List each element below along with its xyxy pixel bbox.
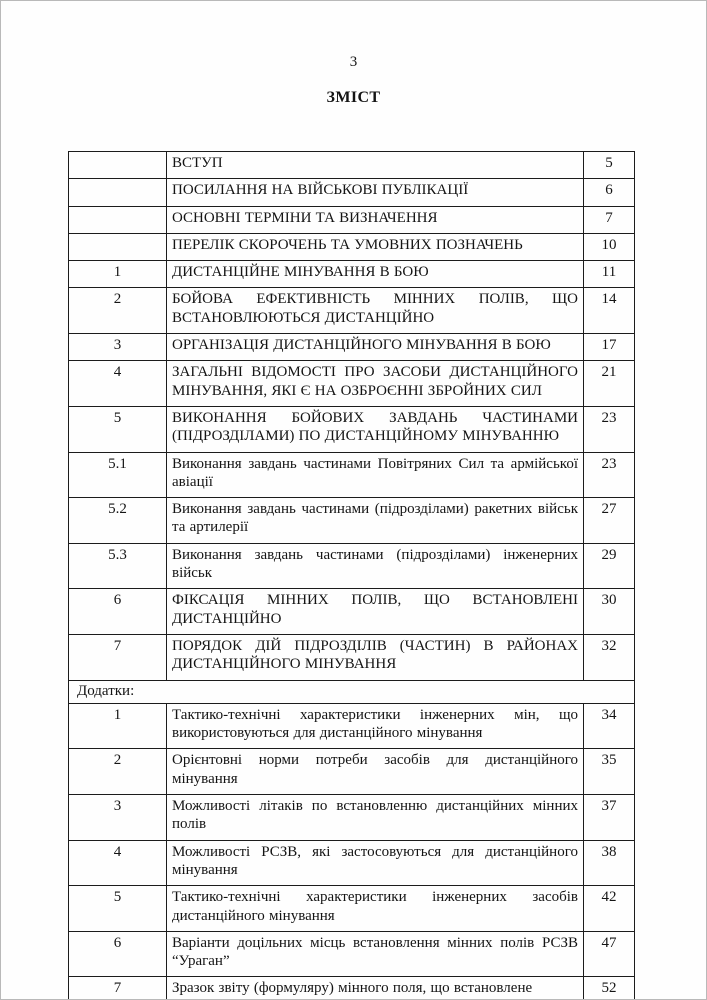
toc-row-title: БОЙОВА ЕФЕКТИВНІСТЬ МІННИХ ПОЛІВ, ЩО ВСТАНОВЛЮЮТЬСЯ ДИСТАНЦІЙНО (167, 288, 584, 334)
table-row (69, 634, 635, 680)
table-row (69, 334, 635, 361)
table-row (69, 840, 635, 886)
toc-row-number: 6 (69, 589, 167, 635)
toc-row-title: ЗАГАЛЬНІ ВІДОМОСТІ ПРО ЗАСОБИ ДИСТАНЦІЙНОГО МІНУВАННЯ, ЯКІ Є НА ОЗБРОЄННІ ЗБРОЙНИХ СИЛ (167, 361, 584, 407)
toc-row-title: ОРГАНІЗАЦІЯ ДИСТАНЦІЙНОГО МІНУВАННЯ В БОЮ (167, 334, 584, 361)
toc-row-page: 7 (584, 206, 635, 233)
toc-row-page: 32 (584, 634, 635, 680)
table-row (69, 152, 635, 179)
table-row (69, 886, 635, 932)
toc-row-page: 29 (584, 543, 635, 589)
table-row (69, 795, 635, 841)
toc-row-title: ДИСТАНЦІЙНЕ МІНУВАННЯ В БОЮ (167, 261, 584, 288)
toc-row-number: 5.1 (69, 452, 167, 498)
toc-row-number: 3 (69, 334, 167, 361)
table-row (69, 261, 635, 288)
toc-row-number: 1 (69, 261, 167, 288)
toc-row-number (69, 233, 167, 260)
table-row (69, 543, 635, 589)
toc-table-body (69, 152, 635, 1000)
toc-row-title: ПОСИЛАННЯ НА ВІЙСЬКОВІ ПУБЛІКАЦІЇ (167, 179, 584, 206)
table-row (69, 452, 635, 498)
toc-row-number: 4 (69, 840, 167, 886)
toc-row-number: 1 (69, 703, 167, 749)
toc-row-title: ПЕРЕЛІК СКОРОЧЕНЬ ТА УМОВНИХ ПОЗНАЧЕНЬ (167, 233, 584, 260)
table-row (69, 406, 635, 452)
toc-row-title: ФІКСАЦІЯ МІННИХ ПОЛІВ, ЩО ВСТАНОВЛЕНІ ДИСТАНЦІЙНО (167, 589, 584, 635)
toc-row-number (69, 179, 167, 206)
toc-row-page: 27 (584, 498, 635, 544)
toc-row-number: 5 (69, 406, 167, 452)
table-row (69, 703, 635, 749)
page-number: 3 (349, 54, 358, 70)
toc-row-number: 7 (69, 977, 167, 1000)
toc-row-number: 5.3 (69, 543, 167, 589)
page-title: ЗМІСТ (326, 89, 381, 106)
table-row (69, 179, 635, 206)
toc-row-page: 5 (584, 152, 635, 179)
toc-row-page: 11 (584, 261, 635, 288)
toc-row-page: 34 (584, 703, 635, 749)
toc-table (68, 151, 635, 1000)
toc-row-page: 42 (584, 886, 635, 932)
toc-row-page: 17 (584, 334, 635, 361)
toc-row-page: 23 (584, 406, 635, 452)
toc-row-title: Можливості літаків по встановленню дистанційних мінних полів (167, 795, 584, 841)
toc-row-title: ПОРЯДОК ДІЙ ПІДРОЗДІЛІВ (ЧАСТИН) В РАЙОНАХ ДИСТАНЦІЙНОГО МІНУВАННЯ (167, 634, 584, 680)
toc-section-row (69, 680, 635, 703)
toc-row-number: 5.2 (69, 498, 167, 544)
toc-row-page: 37 (584, 795, 635, 841)
table-row (69, 977, 635, 1000)
toc-row-number: 6 (69, 931, 167, 977)
toc-row-page: 6 (584, 179, 635, 206)
toc-row-page: 14 (584, 288, 635, 334)
toc-row-number: 7 (69, 634, 167, 680)
toc-row-title: Виконання завдань частинами (підрозділами) ракетних військ та артилерії (167, 498, 584, 544)
toc-row-title: Тактико-технічні характеристики інженерних засобів дистанційного мінування (167, 886, 584, 932)
toc-row-number: 2 (69, 288, 167, 334)
toc-row-number: 3 (69, 795, 167, 841)
toc-row-title: Зразок звіту (формуляру) мінного поля, що встановлене (167, 977, 584, 1000)
toc-row-page: 35 (584, 749, 635, 795)
toc-row-title: Орієнтовні норми потреби засобів для дистанційного мінування (167, 749, 584, 795)
toc-row-title: Можливості РСЗВ, які застосовуються для дистанційного мінування (167, 840, 584, 886)
toc-row-title: Виконання завдань частинами Повітряних Сил та армійської авіації (167, 452, 584, 498)
toc-section-label: Додатки: (69, 680, 635, 703)
toc-row-page: 38 (584, 840, 635, 886)
toc-row-title: ОСНОВНІ ТЕРМІНИ ТА ВИЗНАЧЕННЯ (167, 206, 584, 233)
table-row (69, 498, 635, 544)
toc-row-title: Варіанти доцільних місць встановлення мінних полів РСЗВ “Ураган” (167, 931, 584, 977)
toc-row-page: 23 (584, 452, 635, 498)
toc-row-number: 5 (69, 886, 167, 932)
toc-row-page: 21 (584, 361, 635, 407)
table-row (69, 931, 635, 977)
toc-row-page: 30 (584, 589, 635, 635)
table-row (69, 206, 635, 233)
toc-row-page: 47 (584, 931, 635, 977)
toc-row-number (69, 152, 167, 179)
table-row (69, 233, 635, 260)
toc-row-title: ВСТУП (167, 152, 584, 179)
toc-row-number: 4 (69, 361, 167, 407)
toc-row-title: Виконання завдань частинами (підрозділами) інженерних військ (167, 543, 584, 589)
table-row (69, 749, 635, 795)
toc-row-page: 10 (584, 233, 635, 260)
table-row (69, 589, 635, 635)
table-row (69, 361, 635, 407)
toc-row-title: ВИКОНАННЯ БОЙОВИХ ЗАВДАНЬ ЧАСТИНАМИ (ПІДРОЗДІЛАМИ) ПО ДИСТАНЦІЙНОМУ МІНУВАННЮ (167, 406, 584, 452)
toc-row-number: 2 (69, 749, 167, 795)
toc-row-number (69, 206, 167, 233)
table-row (69, 288, 635, 334)
toc-row-title: Тактико-технічні характеристики інженерних мін, що використовуються для дистанційного мінування (167, 703, 584, 749)
toc-row-page: 52 (584, 977, 635, 1000)
